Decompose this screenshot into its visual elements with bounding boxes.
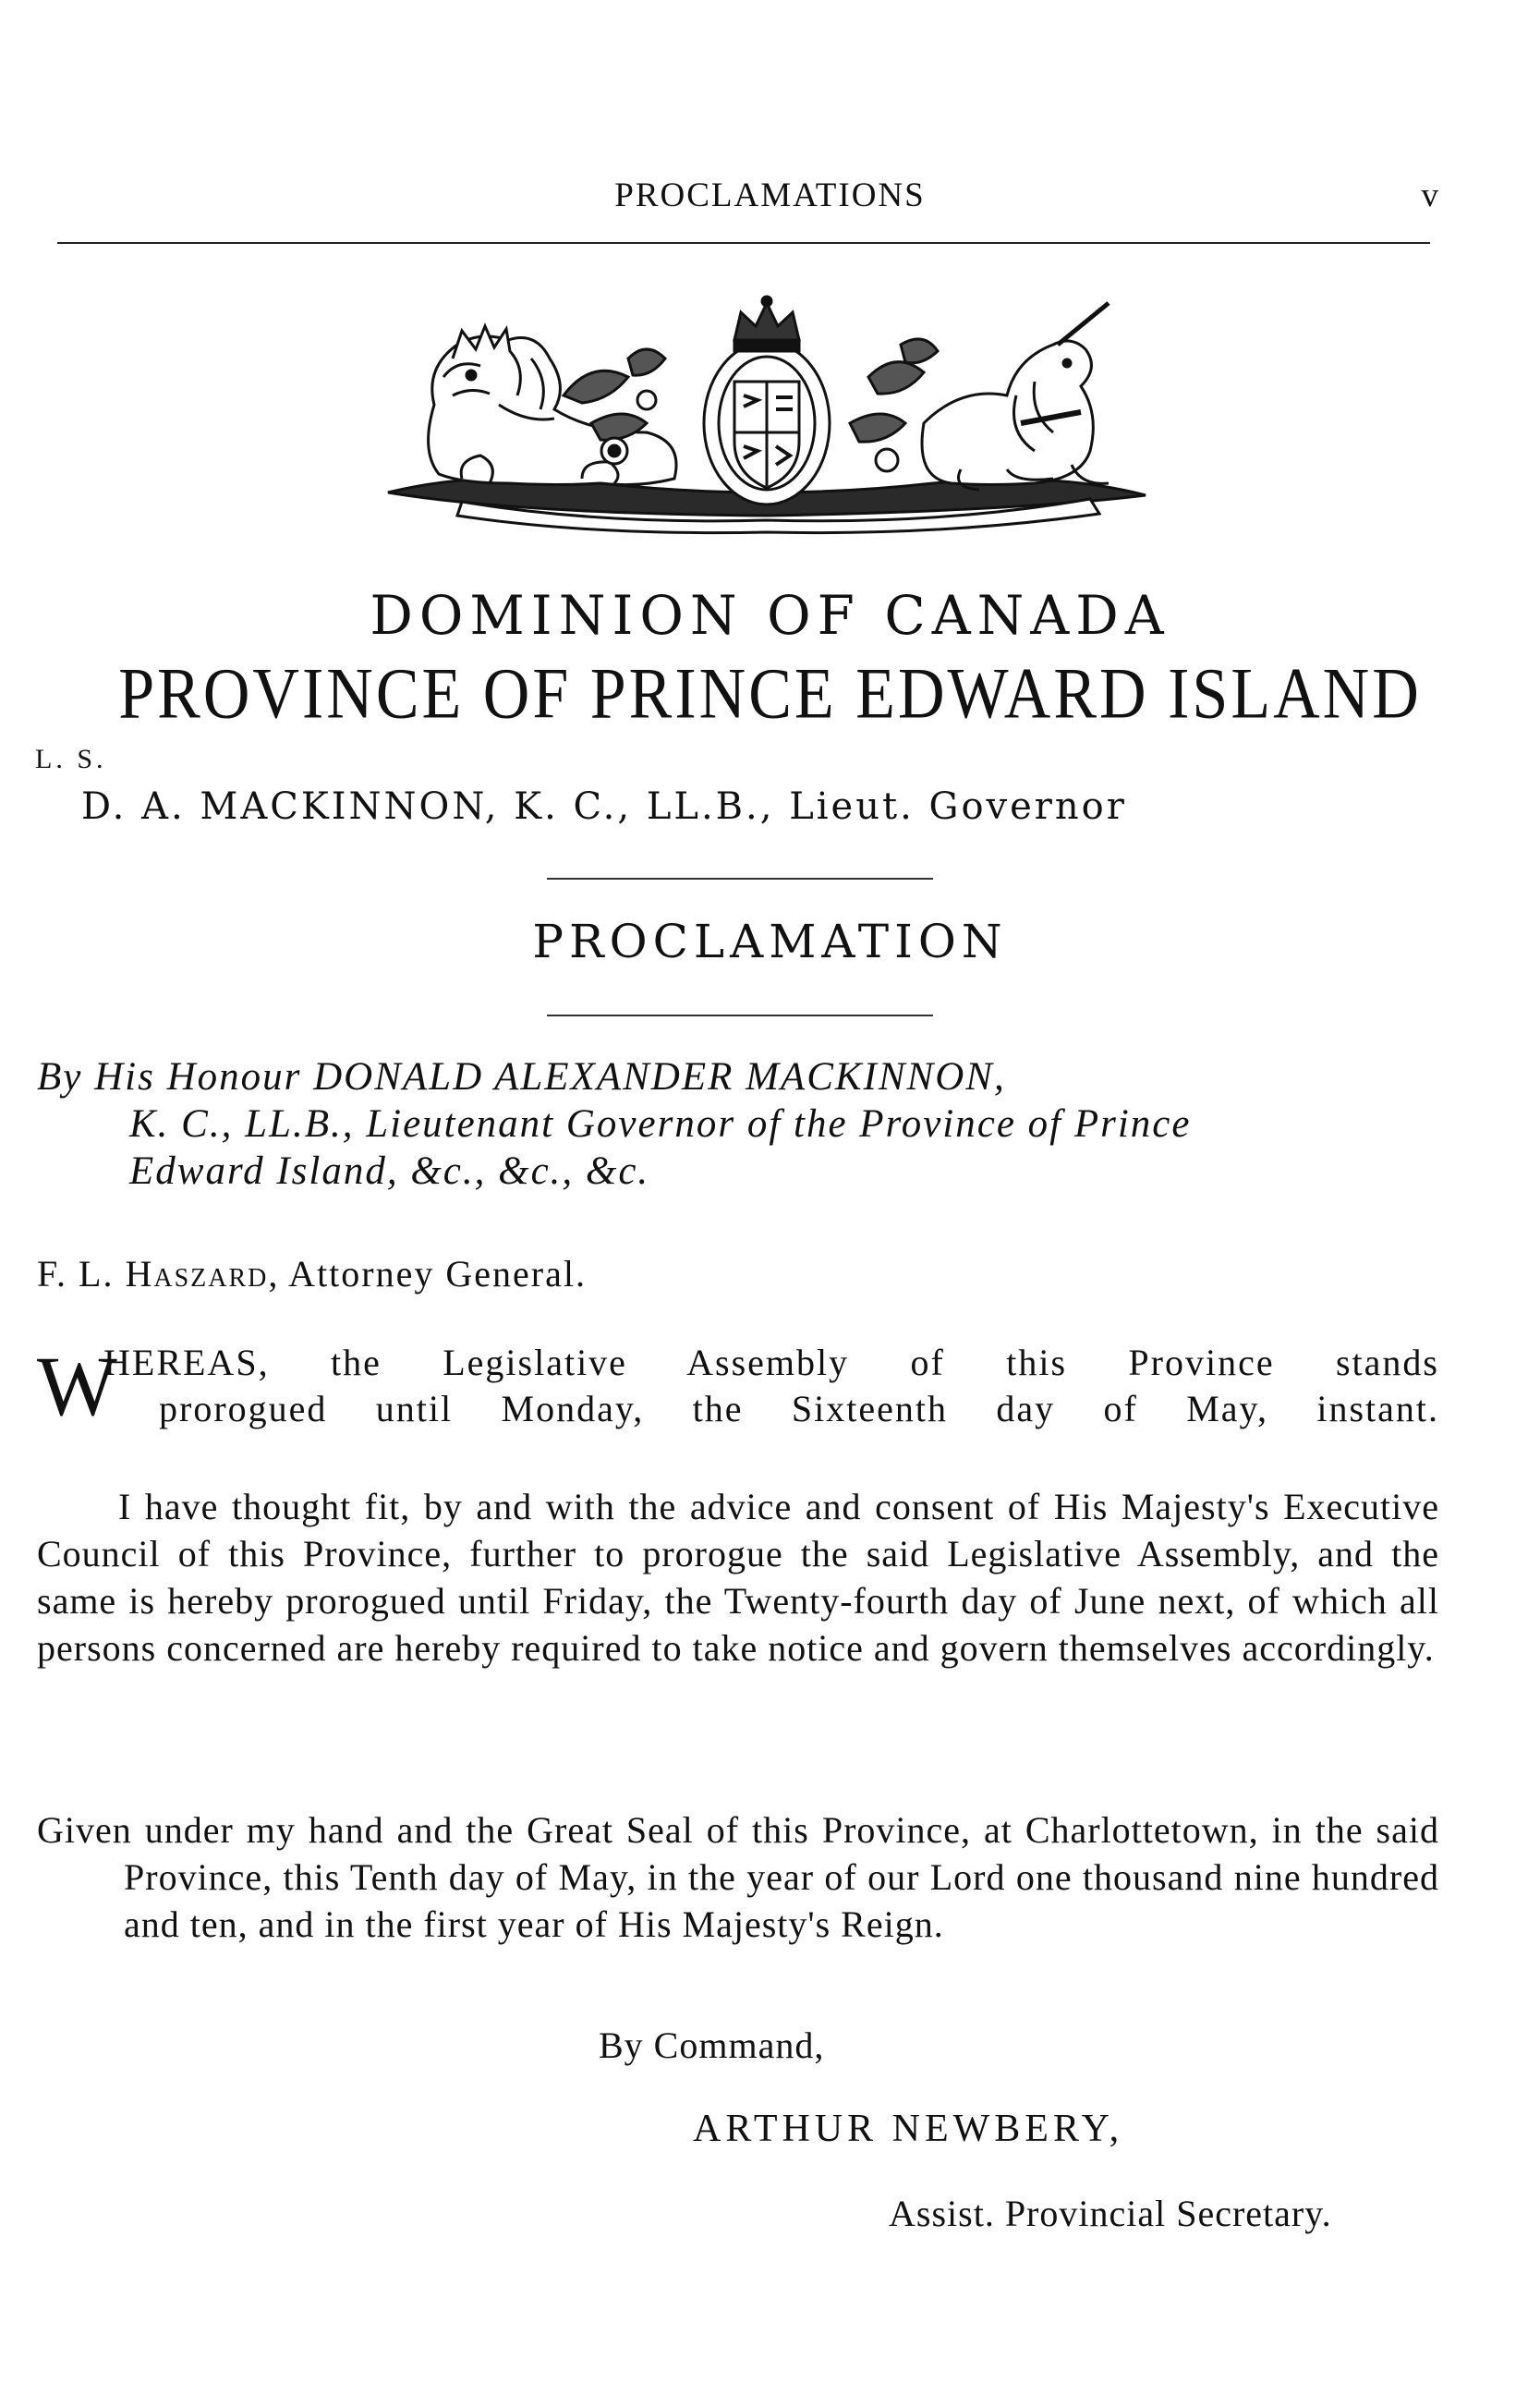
signer-title: Assist. Provincial Secretary. [889, 2193, 1332, 2234]
proclamation-title: PROCLAMATION [532, 915, 1008, 968]
province-heading: PROVINCE OF PRINCE EDWARD ISLAND [118, 654, 1422, 735]
body-paragraph: I have thought fit, by and with the advice and consent of His Majesty's Executive Council of this Province, further to prorogue the said Legislative Assembly, and the same is hereby prorogued until Friday, the Twenty-fourth day of June next, of which all persons concerned are hereby required to take notice and govern themselves accordingly. [37, 1486, 1439, 1669]
page-number: v [1421, 176, 1438, 214]
royal-coat-of-arms-icon [370, 294, 1164, 536]
signer-name: ARTHUR NEWBERY, [693, 2108, 1124, 2150]
whereas-line-2: prorogued until Monday, the Sixteenth day of May, instant. [159, 1388, 1439, 1429]
title-rule-top [547, 878, 933, 880]
given-paragraph: Given under my hand and the Great Seal of this Province, at Charlottetown, in the said Province, this Tenth day of May, in the year of our Lord one thousand nine hundred and ten, and in the first year of His Majesty's Reign. [37, 1809, 1439, 1945]
title-rule-bottom [547, 1015, 933, 1016]
running-head [0, 176, 1540, 216]
by-command: By Command, [599, 2024, 825, 2066]
by-honour-line-3: Edward Island, &c., &c., &c. [129, 1149, 650, 1193]
attorney-general-line [37, 1252, 587, 1295]
by-his-honour [37, 1053, 1441, 1195]
locus-sigilli: L. S. [35, 744, 107, 774]
whereas-paragraph [37, 1340, 1439, 1432]
drop-cap: W [37, 1339, 119, 1433]
attorney-surname-initial: H [125, 1253, 154, 1295]
dominion-heading: DOMINION OF CANADA [370, 584, 1170, 647]
by-honour-line-2: K. C., LL.B., Lieutenant Governor of the Province of Prince [129, 1102, 1192, 1146]
by-honour-line-1: By His Honour DONALD ALEXANDER MACKINNON, [37, 1055, 1006, 1099]
governor-line: D. A. MACKINNON, K. C., LL.B., Lieut. Governor [81, 785, 1127, 828]
attorney-initials: F. L. [37, 1253, 126, 1295]
attorney-surname: aszard [153, 1253, 269, 1295]
whereas-line-1: HEREAS, the Legislative Assembly of this Province stands [103, 1342, 1439, 1383]
header-rule [57, 242, 1430, 244]
running-head-title: PROCLAMATIONS [614, 176, 926, 214]
attorney-title: , Attorney General. [268, 1253, 587, 1295]
